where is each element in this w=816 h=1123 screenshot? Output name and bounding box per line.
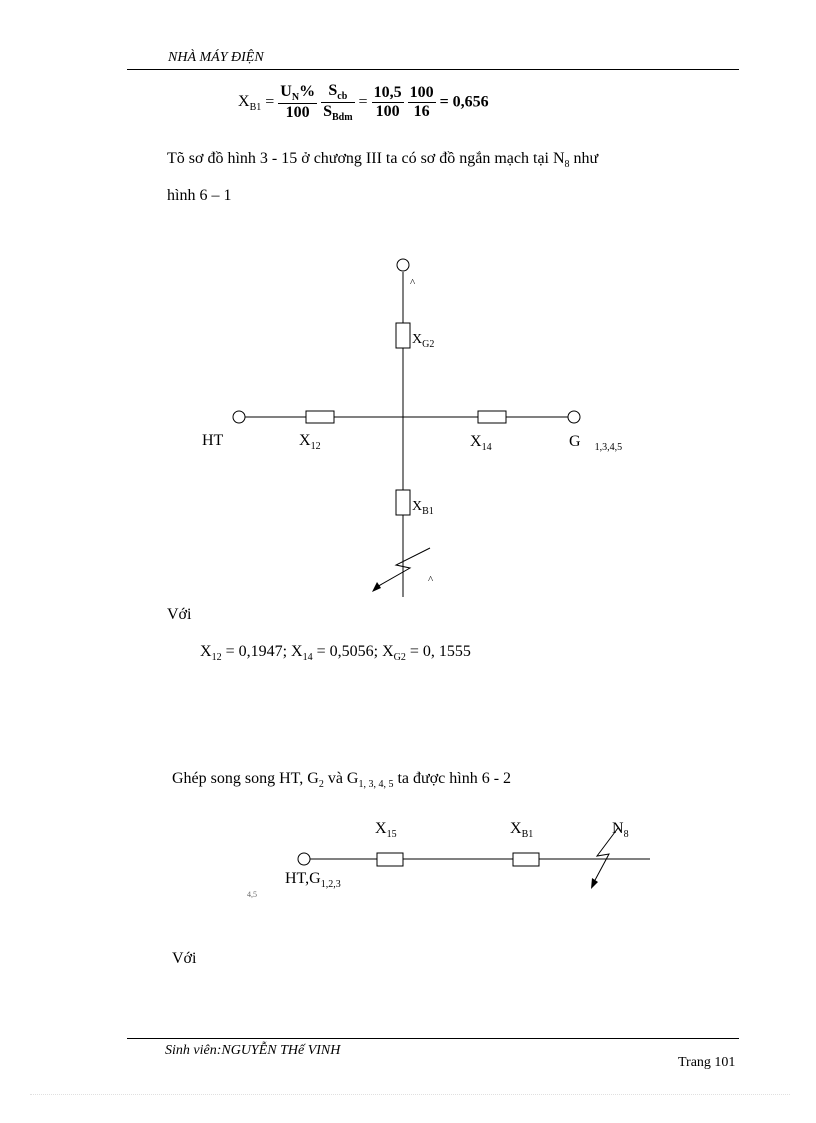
label-g1345: G $_{1,3,4,5}$	[569, 433, 623, 454]
footer-rule	[127, 1038, 739, 1039]
label-xb1-2: $X_{B1}$	[510, 820, 534, 841]
label-xb1: $X_{B1}$	[412, 499, 434, 517]
formula-equals: =	[265, 93, 275, 111]
caret-mark-top: ^	[410, 277, 416, 289]
paragraph-intro-line2: hình 6 – 1	[167, 187, 232, 204]
page-number: Trang 101	[678, 1055, 736, 1070]
fraction-values-2: $\frac{100}{16}$	[409, 84, 434, 121]
label-ht-g123: $HT,G_{1,2,3}$	[285, 870, 341, 891]
caret-mark-bottom: ^	[428, 574, 434, 586]
fraction-un: $\frac{U_N\%}{100}$	[280, 83, 316, 122]
voi-label-1: Với	[167, 606, 192, 623]
values-line: $X_{12} = 0,1947$; $X_{14} = 0,5056$; $X_{G2} = 0$, 1555	[200, 643, 471, 664]
label-x14: $X_{14}$	[470, 433, 492, 454]
fraction-values-1: $\frac{10,5}{100}$	[373, 84, 402, 121]
label-ht: HT	[202, 432, 224, 449]
header-title: NHÀ MÁY ĐIỆN	[168, 50, 264, 65]
label-x15: $X_{15}$	[375, 820, 397, 841]
label-xg2: $X_{G2}$	[412, 332, 435, 350]
label-n8: $N_8$	[612, 820, 629, 841]
voi-label-2: Với	[172, 950, 197, 967]
label-x12: $X_{12}$	[299, 432, 321, 453]
formula-lhs: $X_{B1}$	[238, 93, 262, 114]
stray-text: 4,5	[247, 890, 257, 899]
paragraph-parallel: Ghép song song HT, $G_2$ và $G_{1, 3, 4, 5}$ ta được hình 6 - 2	[172, 770, 512, 791]
formula-result: = 0,656	[439, 93, 489, 111]
paragraph-intro: Tõ sơ đồ hình 3 - 15 ở chương III ta có sơ đồ ngắn mạch tại $N_8$ như	[167, 150, 599, 171]
footer-student: Sinh viên:NGUYỄN THế VINH	[165, 1043, 341, 1058]
formula-equals-2: =	[358, 93, 368, 111]
fraction-s: $\frac{S_{cb}}{S_{Bdm}}$	[323, 82, 353, 124]
page-bottom-border	[30, 1094, 790, 1095]
